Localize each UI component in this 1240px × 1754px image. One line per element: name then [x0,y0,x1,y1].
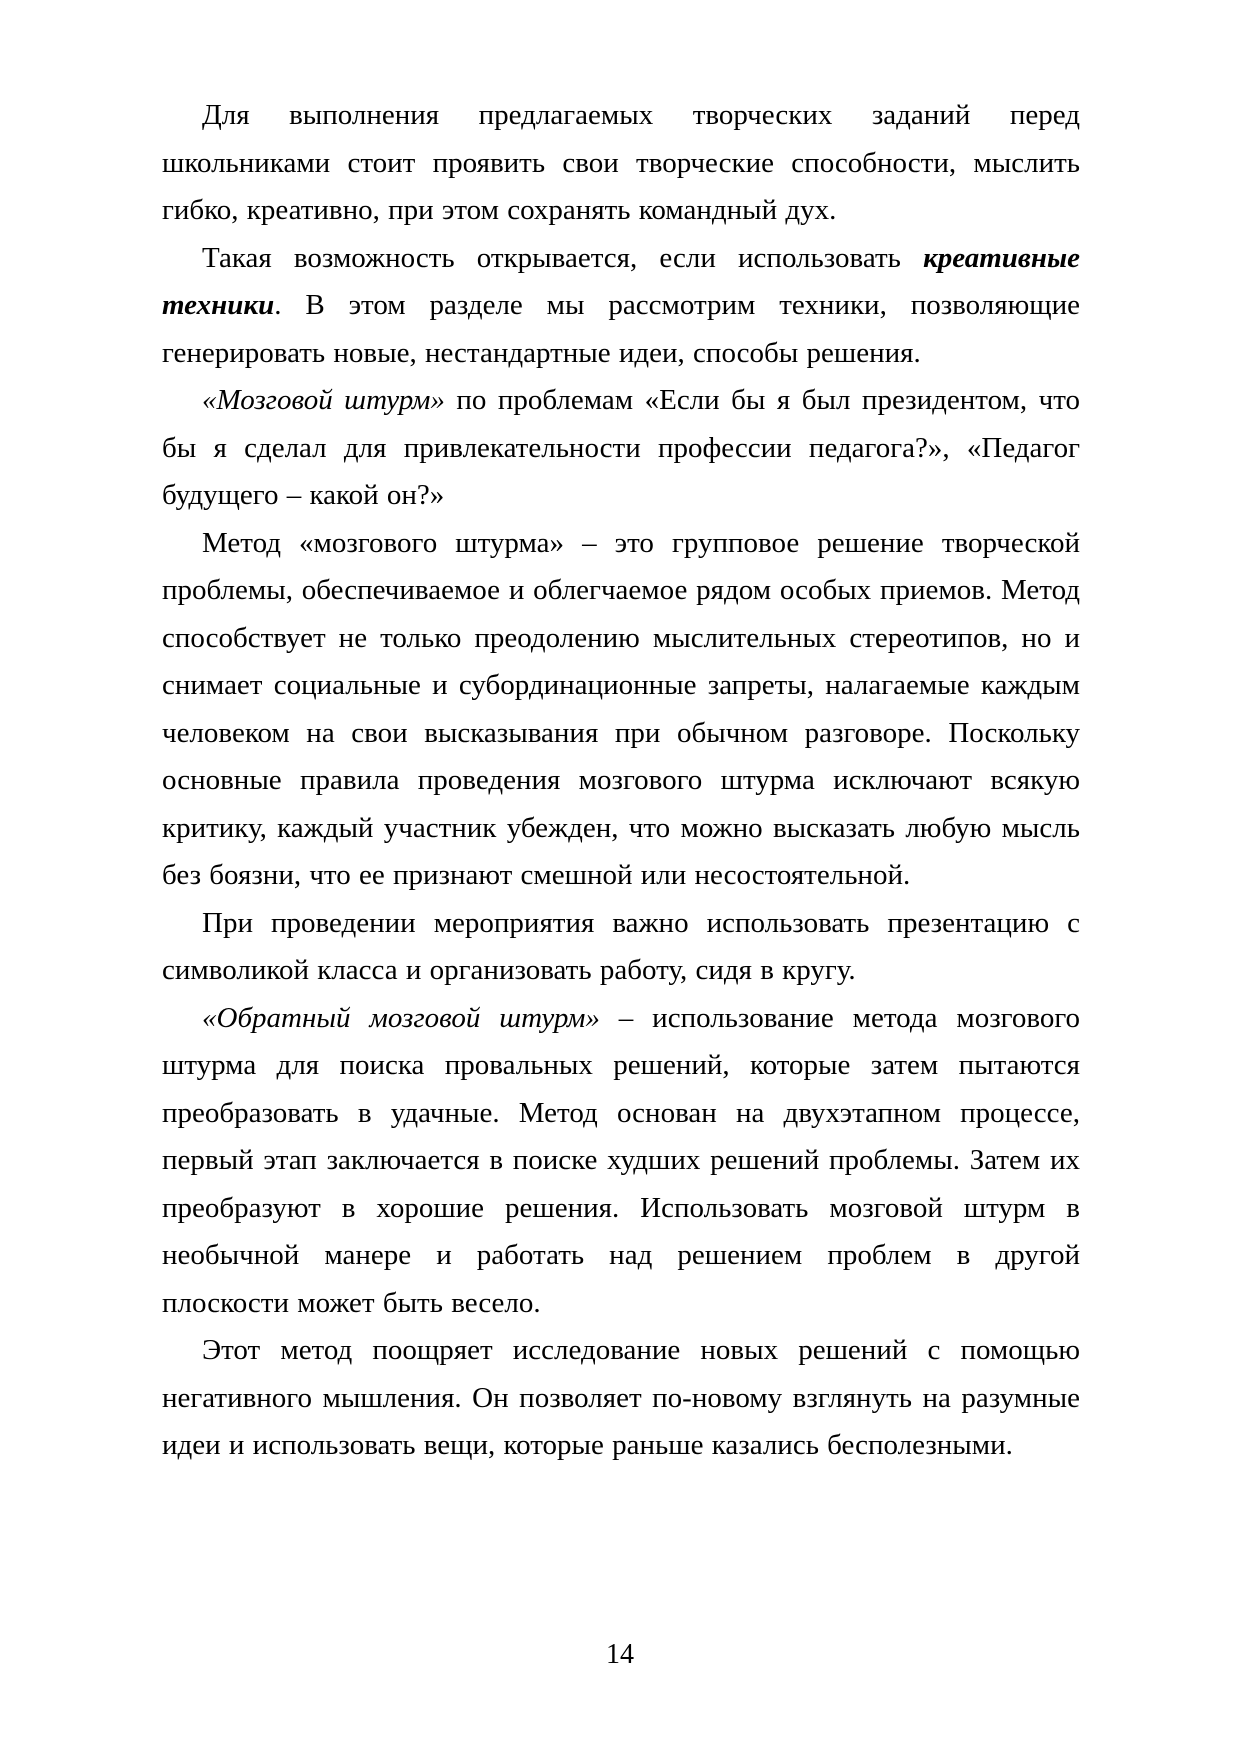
text-run: . В этом разделе мы рассмотрим техники, позволяющие генерировать новые, нестандартные идеи, способы решения. [162,289,1080,369]
text-run-bold-italic: креативные техники [162,241,1080,321]
text-run: Метод «мозгового штурма» – это групповое решение творческой проблемы, обеспечиваемое и облегчаемое рядом особых приемов. Метод способствует не только преодолению мыслительных стереотипов, но и снимает социальные и субординационные запреты, налагаемые каждым человеком на свои высказывания при обычном разговоре. Поскольку основные правила проведения мозгового штурма исключают всякую критику, каждый участник убежден, что можно высказать любую мысль без боязни, что ее признают смешной или несостоятельной. [162,526,1080,891]
paragraph-2 [162,235,1080,378]
text-run: Такая возможность открывается, если использовать [202,241,924,274]
text-run: по проблемам «Если бы я был президентом, что бы я сделал для привлекательности профессии педагога?», «Педагог будущего – какой он?» [162,384,1080,511]
text-run: Для выполнения предлагаемых творческих заданий перед школьниками стоит проявить свои творческие способности, мыслить гибко, креативно, при этом сохранять командный дух. [162,99,1080,226]
paragraph-6 [162,995,1080,1328]
paragraph-4 [162,520,1080,900]
text-run: – использование метода мозгового штурма для поиска провальных решений, которые затем пытаются преобразовать в удачные. Метод основан на двухэтапном процессе, первый этап заключается в поиске худших решений проблемы. Затем их преобразуют в хорошие решения. Использовать мозговой штурм в необычной манере и работать над решением проблем в другой плоскости может быть весело. [162,1001,1081,1319]
page-number: 14 [606,1639,634,1670]
paragraph-1 [162,92,1080,235]
paragraph-7 [162,1327,1080,1470]
text-run-italic: «Мозговой штурм» [202,384,445,416]
text-run-italic: «Обратный мозговой штурм» [202,1001,600,1034]
paragraph-5 [162,900,1080,995]
paragraph-3 [162,377,1080,520]
text-run: Этот метод поощряет исследование новых решений с помощью негативного мышления. Он позволяет по-новому взглянуть на разумные идеи и использовать вещи, которые раньше казались бесполезными. [162,1334,1080,1461]
text-run: При проведении мероприятия важно использовать презентацию с символикой класса и организовать работу, сидя в кругу. [162,906,1080,986]
